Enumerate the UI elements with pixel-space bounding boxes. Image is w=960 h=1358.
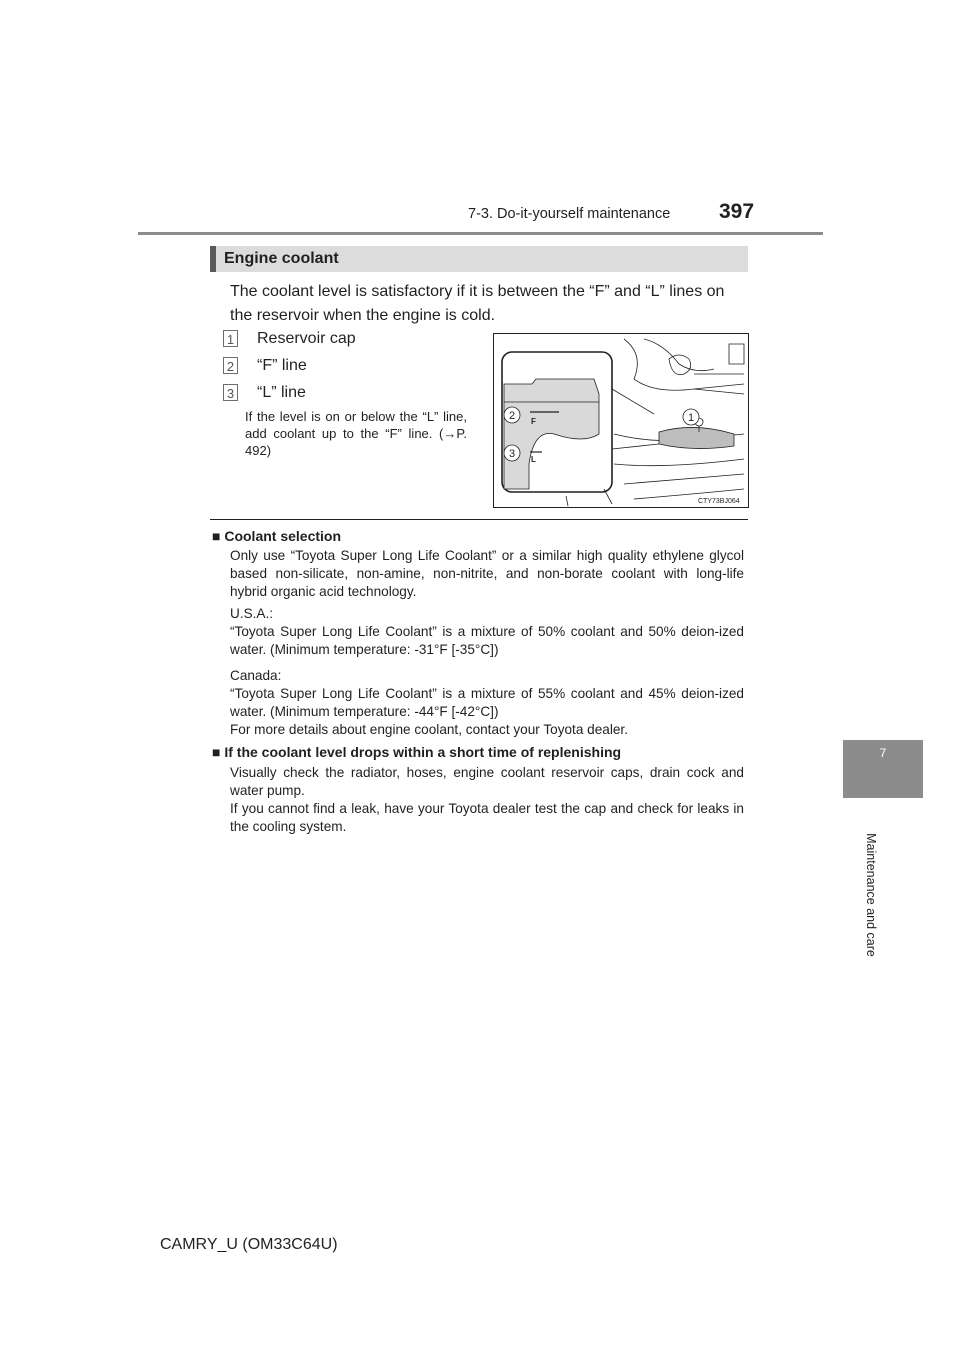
l-mark: L (531, 455, 536, 464)
engine-bay-illustration (493, 333, 749, 508)
header-section-title: 7-3. Do-it-yourself maintenance (468, 206, 671, 222)
leak-test-paragraph: If you cannot find a leak, have your Toyota dealer test the cap and check for leaks in the cooling system. (230, 801, 744, 834)
item-label-f-line: “F” line (257, 357, 307, 374)
item-number-1: 1 (223, 330, 238, 347)
callout-2: 2 (508, 410, 516, 422)
usa-coolant-mix: “Toyota Super Long Life Coolant” is a mixture of 50% coolant and 50% deion-ized water. (Minimum temperature: -31°F [-35°C]) (230, 624, 744, 657)
usa-label: U.S.A.: (230, 606, 274, 621)
f-mark: F (531, 417, 536, 426)
refill-note: If the level is on or below the “L” line, add coolant up to the “F” line. (→P. 492) (245, 409, 467, 458)
item-label-reservoir-cap: Reservoir cap (257, 330, 356, 347)
visual-check-paragraph: Visually check the radiator, hoses, engine coolant reservoir caps, drain cock and water pump. (230, 765, 744, 798)
dealer-advice: For more details about engine coolant, contact your Toyota dealer. (230, 722, 628, 737)
engine-bay-drawing (494, 334, 748, 507)
intro-text: The coolant level is satisfactory if it is between the “F” and “L” lines on the reservoir when the engine is cold. (230, 283, 725, 324)
header-divider (138, 232, 823, 235)
coolant-selection-paragraph: Only use “Toyota Super Long Life Coolant” or a similar high quality ethylene glycol based non-silicate, non-amine, non-nitrite, and non-borate coolant with long-life hybrid organic acid technology. (230, 548, 744, 599)
page-number: 397 (719, 200, 755, 223)
document-code: CAMRY_U (OM33C64U) (160, 1236, 338, 1253)
figure-code: CTY73BJ064 (698, 498, 740, 505)
section-title: Engine coolant (224, 250, 339, 267)
section-divider (210, 519, 748, 520)
item-number-2: 2 (223, 357, 238, 374)
callout-1: 1 (687, 412, 695, 424)
item-number-3: 3 (223, 384, 238, 401)
callout-3: 3 (508, 448, 516, 460)
chapter-title: Maintenance and care (864, 833, 878, 957)
canada-label: Canada: (230, 668, 282, 683)
item-label-l-line: “L” line (257, 384, 306, 401)
chapter-number: 7 (879, 746, 887, 760)
level-drop-heading: ■ If the coolant level drops within a short time of replenishing (212, 744, 622, 760)
coolant-selection-heading: ■ Coolant selection (212, 528, 342, 544)
canada-coolant-mix: “Toyota Super Long Life Coolant” is a mixture of 55% coolant and 45% deion-ized water. (Minimum temperature: -44°F [-42°C]) (230, 686, 744, 719)
